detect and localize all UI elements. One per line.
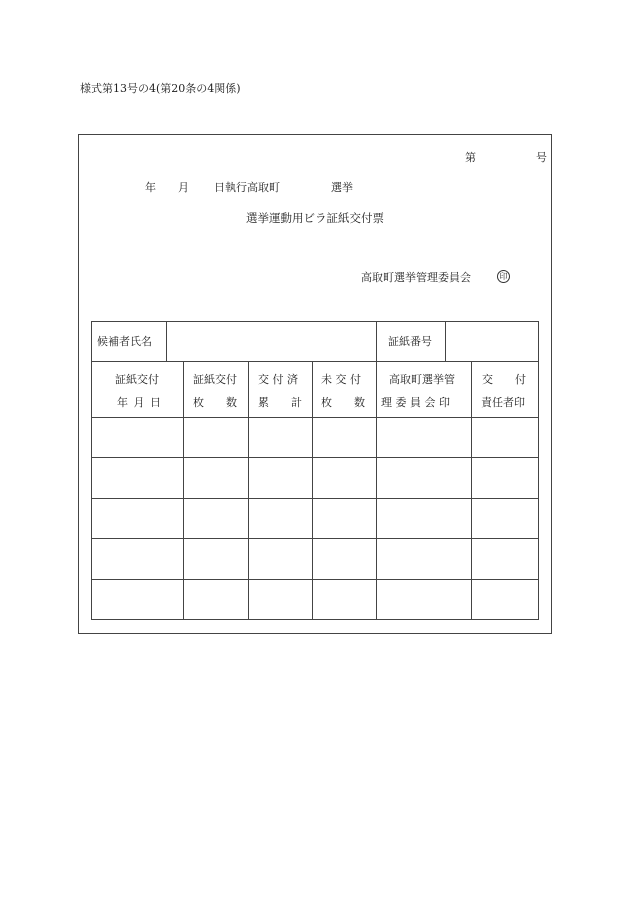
table-line xyxy=(376,361,377,619)
col-issue-date-line2: 年 月 日 xyxy=(117,396,162,409)
election-label: 選挙 xyxy=(331,181,353,194)
col-responsible-seal-line2: 責任者印 xyxy=(481,396,525,409)
candidate-name-label: 候補者氏名 xyxy=(97,335,152,348)
form-reference: 様式第13号の4(第20条の4関係) xyxy=(80,82,241,95)
table-line xyxy=(376,321,377,361)
col-unissued-line1: 未 交 付 xyxy=(321,373,361,386)
col-committee-seal-line1: 高取町選挙管 xyxy=(389,373,455,386)
issuer-name: 高取町選挙管理委員会 xyxy=(361,271,471,284)
date-year: 年 xyxy=(145,181,156,194)
col-issue-date-line1: 証紙交付 xyxy=(115,373,159,386)
table-line xyxy=(248,361,249,619)
col-committee-seal-line2: 理 委 員 会 印 xyxy=(381,396,450,409)
stamp-number-label: 証紙番号 xyxy=(388,335,432,348)
number-go: 号 xyxy=(536,151,547,164)
table-line xyxy=(183,361,184,619)
date-day-execution: 日執行高取町 xyxy=(214,181,280,194)
table-line xyxy=(538,321,539,619)
col-cumulative-line2: 累 計 xyxy=(258,396,302,409)
table-line xyxy=(91,619,539,620)
seal-icon: 印 xyxy=(497,270,510,283)
table-line xyxy=(471,361,472,619)
table-line xyxy=(445,321,446,361)
table-line xyxy=(166,321,167,361)
table-line xyxy=(91,321,92,619)
col-cumulative-line1: 交 付 済 xyxy=(258,373,298,386)
date-month: 月 xyxy=(178,181,189,194)
number-dai: 第 xyxy=(465,151,476,164)
col-unissued-line2: 枚 数 xyxy=(321,396,365,409)
table-line xyxy=(312,361,313,619)
col-issue-count-line2: 枚 数 xyxy=(193,396,237,409)
table-line xyxy=(91,321,539,322)
col-issue-count-line1: 証紙交付 xyxy=(193,373,237,386)
col-responsible-seal-line1: 交 付 xyxy=(482,373,526,386)
document-title: 選挙運動用ビラ証紙交付票 xyxy=(246,211,384,225)
